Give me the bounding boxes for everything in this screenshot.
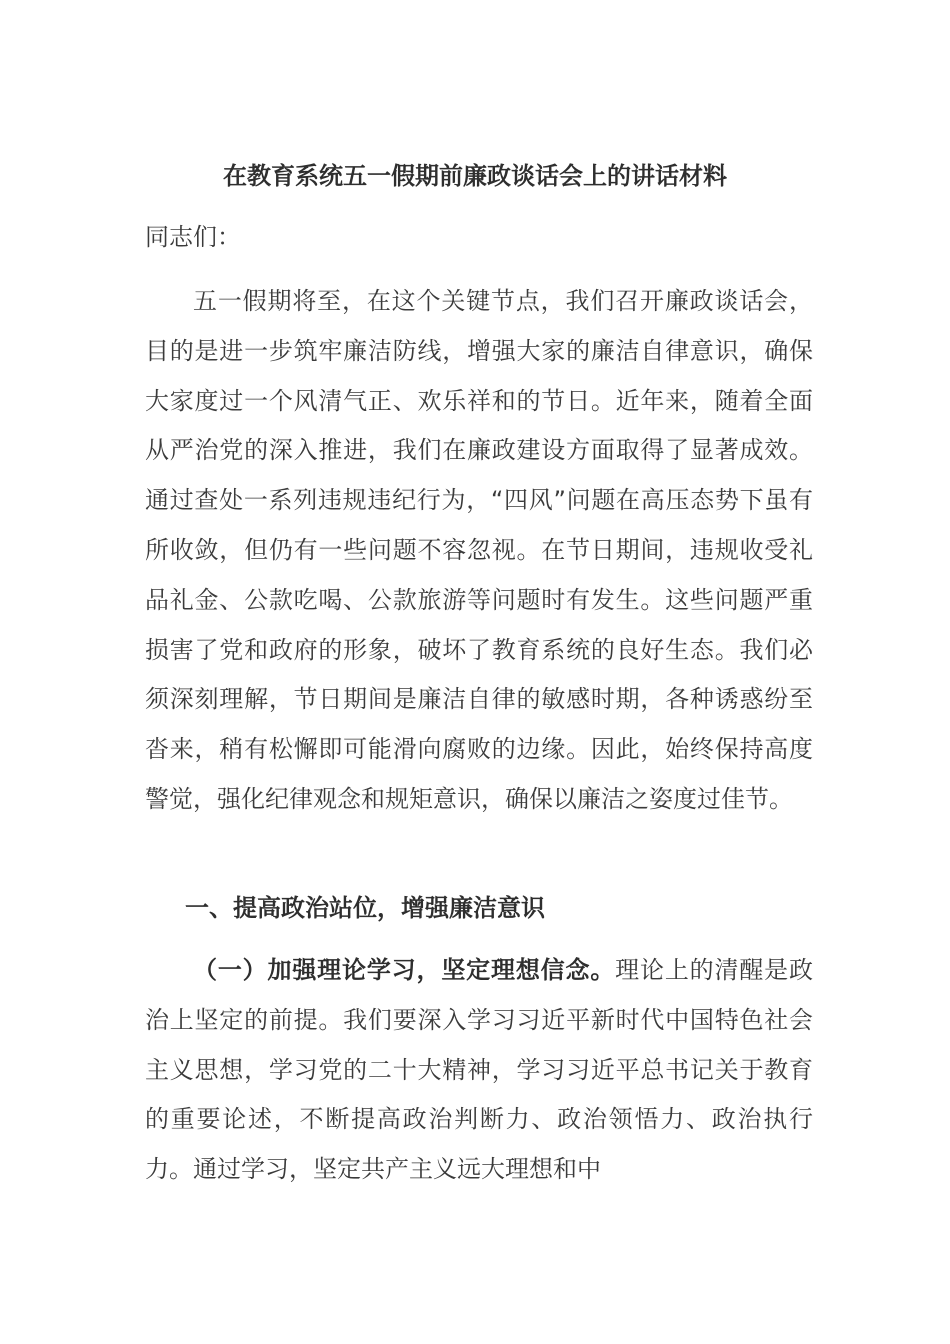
- section-heading-1: 一、提高政治站位，增强廉洁意识: [185, 894, 545, 922]
- salutation: 同志们：: [145, 223, 241, 251]
- subsection-heading-1: （一）加强理论学习，坚定理想信念。: [193, 956, 616, 984]
- subsection-text-1: 理论上的清醒是政治上坚定的前提。我们要深入学习习近平新时代中国特色社会主义思想，学习党的二十大精神，学习习近平总书记关于教育的重要论述，不断提高政治判断力、政治领悟力、政治执行力。通过学习，坚定共产主义远大理想和中: [145, 956, 814, 1184]
- document-title: 在教育系统五一假期前廉政谈话会上的讲话材料: [223, 162, 727, 190]
- paragraph-subsection-1: [145, 946, 813, 1195]
- paragraph-intro: 五一假期将至，在这个关键节点，我们召开廉政谈话会，目的是进一步筑牢廉洁防线，增强大家的廉洁自律意识，确保大家度过一个风清气正、欢乐祥和的节日。近年来，随着全面从严治党的深入推进，我们在廉政建设方面取得了显著成效。通过查处一系列违规违纪行为，“四风”问题在高压态势下虽有所收敛，但仍有一些问题不容忽视。在节日期间，违规收受礼品礼金、公款吃喝、公款旅游等问题时有发生。这些问题严重损害了党和政府的形象，破坏了教育系统的良好生态。我们必须深刻理解，节日期间是廉洁自律的敏感时期，各种诱惑纷至沓来，稍有松懈即可能滑向腐败的边缘。因此，始终保持高度警觉，强化纪律观念和规矩意识，确保以廉洁之姿度过佳节。: [145, 287, 813, 813]
